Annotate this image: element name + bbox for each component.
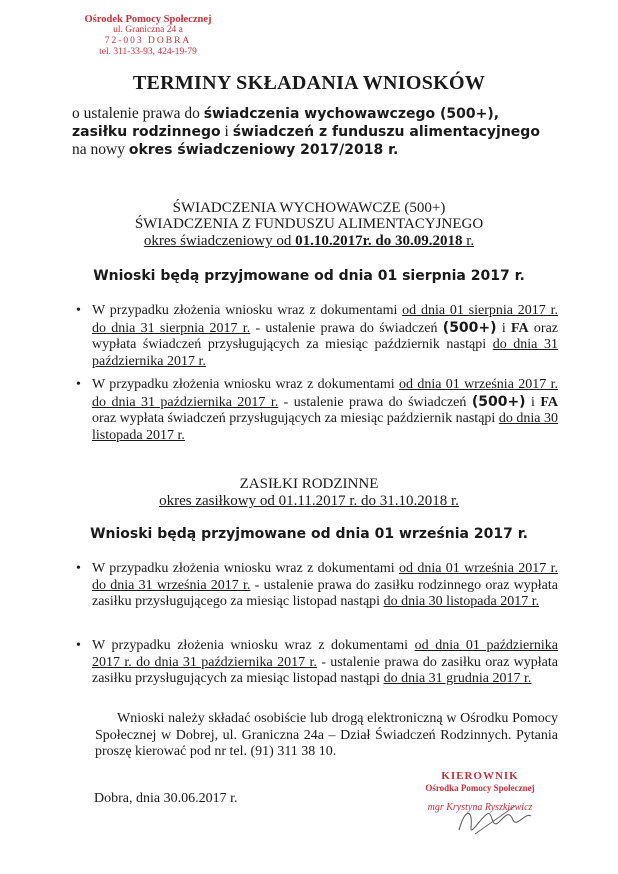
bullet-text: i — [496, 320, 512, 336]
bullet-text: oraz wypłata świadczeń przysługujących za miesiąc październik nastąpi — [92, 411, 499, 426]
bullet-bold: (500+) — [442, 319, 497, 336]
bullet-text: i — [525, 394, 541, 410]
bullet-text: W przypadku złożenia wniosku wraz z dokumentami — [92, 638, 415, 653]
bullet-bold: FA — [511, 320, 529, 336]
section1-heading-1: ŚWIADCZENIA WYCHOWAWCZE (500+) — [172, 200, 446, 216]
intro-text-1: o ustalenie prawa do — [72, 105, 204, 122]
intro-bold-3: okres świadczeniowy 2017/2018 r. — [128, 142, 399, 158]
stamp-line-4: tel. 311-33-93, 424-19-79 — [99, 47, 197, 57]
section2-bullet-1 — [76, 561, 558, 611]
signature-title: KIEROWNIK — [441, 770, 519, 782]
bullet-dot: • — [76, 303, 81, 318]
handwritten-signature — [455, 800, 535, 840]
bullet-text: W przypadku złożenia wniosku wraz z dokumentami — [92, 303, 403, 318]
stamp-line-3: 72-003 DOBRA — [104, 36, 192, 46]
bullet-text: W przypadku złożenia wniosku wraz z dokumentami — [92, 561, 399, 576]
intro-text-3: na nowy — [72, 141, 129, 158]
office-stamp — [68, 14, 228, 58]
intro-text-2: i — [220, 123, 233, 140]
section1-bullet-2 — [76, 377, 558, 444]
section1-period-prefix: okres świadczeniowy od — [143, 233, 296, 249]
bullet-dot: • — [76, 561, 81, 576]
bullet-date-range: od dnia 01 września 2017 r. do dnia 31 września 2017 r. — [92, 561, 558, 593]
section1-notice: Wnioski będą przyjmowane od dnia 01 sierpnia 2017 r. — [93, 268, 525, 284]
bullet-text: - ustalenie prawa do świadczeń — [278, 394, 472, 410]
bullet-dot: • — [76, 638, 81, 653]
contact-paragraph: Wnioski należy składać osobiście lub drogą elektroniczną w Ośrodku Pomocy Społecznej w Dobrej, ul. Graniczna 24a – Dział Świadczeń Rodzinnych. Pytania proszę kierować pod nr tel. (91) 311 38 10. — [95, 711, 558, 759]
section2-notice: Wnioski będą przyjmowane od dnia 01 września 2017 r. — [90, 526, 528, 542]
section1-period — [0, 233, 618, 249]
signature-org: Ośrodka Pomocy Społecznej — [425, 783, 535, 793]
section2-period: okres zasiłkowy od 01.11.2017 r. do 31.10.2018 r. — [159, 493, 459, 509]
section1-period-suffix: r. — [462, 233, 475, 249]
bullet-text: - ustalenie prawa do zasiłku oraz wypłata zasiłku przysługujących za miesiąc listopad nastąpi — [92, 654, 558, 686]
section2-bullet-2 — [76, 638, 558, 688]
stamp-line-1: Ośrodek Pomocy Społecznej — [84, 14, 212, 25]
section2-heading: ZASIŁKI RODZINNE — [239, 476, 379, 492]
section1-bullet-1 — [76, 303, 559, 370]
bullet-dot: • — [76, 377, 81, 392]
bullet-deadline: do dnia 30 listopada 2017 r. — [92, 411, 558, 443]
bullet-text: - ustalenie prawa do zasiłku rodzinnego oraz wypłata zasiłku przysługującego za miesiąc listopad nastąpi — [92, 577, 558, 609]
bullet-date-range: od dnia 01 września 2017 r. do dnia 31 października 2017 r. — [92, 377, 558, 410]
bullet-text: W przypadku złożenia wniosku wraz z dokumentami — [92, 377, 399, 392]
bullet-deadline: do dnia 30 listopada 2017 r. — [383, 594, 540, 609]
bullet-text: oraz wypłata świadczeń przysługujących za miesiąc październik nastąpi — [92, 320, 559, 352]
bullet-bold: (500+) — [471, 393, 526, 410]
section1-period-dates: 01.10.2017r. do 30.09.2018 — [295, 233, 463, 249]
section1-heading-2: ŚWIADCZENIA Z FUNDUSZU ALIMENTACYJNEGO — [134, 216, 484, 232]
bullet-date-range: od dnia 01 października 2017 r. do dnia 31 października 2017 r. — [92, 638, 558, 670]
signature-name: mgr Krystyna Ryszkiewicz — [427, 802, 533, 813]
bullet-text: - ustalenie prawa do świadczeń — [250, 320, 443, 336]
intro-bold-2: świadczeń z funduszu alimentacyjnego — [232, 124, 540, 140]
bullet-bold: FA — [540, 394, 558, 410]
bullet-deadline: do dnia 31 października 2017 r. — [92, 337, 558, 369]
document-title: TERMINY SKŁADANIA WNIOSKÓW — [132, 72, 486, 94]
intro-bold-1: świadczenia wychowawczego (500+), zasiłku rodzinnego — [72, 106, 500, 140]
intro-paragraph — [72, 105, 558, 159]
stamp-line-2: ul. Graniczna 24 a — [113, 25, 183, 35]
document-date: Dobra, dnia 30.06.2017 r. — [94, 791, 238, 806]
bullet-date-range: od dnia 01 sierpnia 2017 r. do dnia 31 sierpnia 2017 r. — [92, 303, 558, 336]
bullet-deadline: do dnia 31 grudnia 2017 r. — [383, 671, 532, 686]
